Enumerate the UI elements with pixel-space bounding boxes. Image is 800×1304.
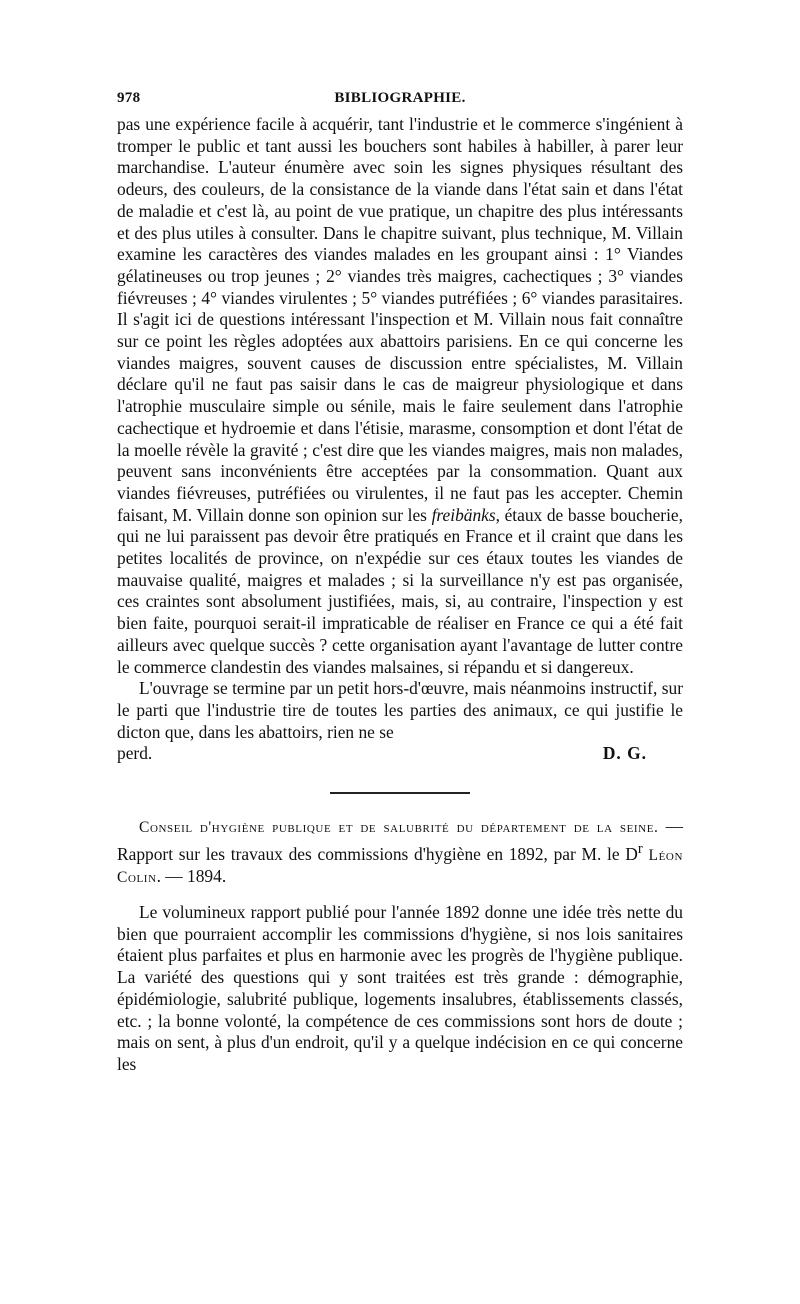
running-head [117, 90, 683, 114]
review-text-part-2: , étaux de basse boucherie, qui ne lui paraissent pas devoir être pratiqués en France et il craint que dans les petites localités de province, on n'expédie sur ces étaux toutes les viandes de mauvaise qualité, maigres et malades ; si la surveillance n'y est pas organisée, ces craintes sont absolument justifiées, mais, si, au contraire, l'inspection y est bien faite, pourquoi serait-il impraticable de réaliser en France ce qui a été fait ailleurs avec quelque succès ? cette organisation ayant l'avantage de lutter contre le commerce clandestin des viandes malsaines, si répandu et si dangereux. [117, 504, 683, 677]
last-word: perd. [117, 743, 153, 764]
entry-heading-author: Léon Colin [117, 846, 684, 887]
entry-heading-text: — Rapport sur les travaux des commissions d'hygiène en 1892, par M. le D [117, 816, 683, 864]
signature: D. G. [602, 743, 647, 764]
book-page [117, 90, 683, 1076]
entry-heading [117, 816, 683, 889]
signoff-line [117, 743, 683, 765]
entry-heading-date: . — 1894. [156, 866, 227, 887]
entry-heading-title: Conseil d'hygiène publique et de salubrité du département de la seine. [139, 819, 659, 837]
italic-term: freibänks [431, 504, 496, 525]
page-number: 978 [117, 90, 141, 106]
running-title: BIBLIOGRAPHIE. [334, 90, 466, 106]
section-divider [330, 792, 470, 794]
review-paragraph-2: L'ouvrage se termine par un petit hors-d'œuvre, mais néanmoins instructif, sur le parti que l'industrie tire de toutes les parties des animaux, ce qui justifie le dicton que, dans les abattoirs, rien ne se [117, 678, 683, 742]
review-paragraph-1 [117, 114, 683, 678]
entry-heading-superscript: r [637, 840, 643, 857]
review-text-part-1: pas une expérience facile à acquérir, tant l'industrie et le commerce s'ingénient à tromper le public et tant aussi les bouchers sont habiles à habiller, à parer leur marchandise. L'auteur énumère avec soin les signes physiques résultant des odeurs, des couleurs, de la consistance de la viande dans l'état sain et dans l'état de maladie et c'est là, au point de vue pratique, un chapitre des plus intéressants et des plus utiles à consulter. Dans le chapitre suivant, plus technique, M. Villain examine les caractères des viandes malades en les groupant ainsi : 1° Viandes gélatineuses ou trop jeunes ; 2° viandes très maigres, cachectiques ; 3° viandes fiévreuses ; 4° viandes virulentes ; 5° viandes putréfiées ; 6° viandes parasitaires. Il s'agit ici de questions intéressant l'inspection et M. Villain nous fait connaître sur ce point les règles adoptées aux abattoirs parisiens. En ce qui concerne les viandes maigres, souvent causes de discussion entre spécialistes, M. Villain déclare qu'il ne faut pas saisir dans le cas de maigreur physiologique et dans l'atrophie musculaire simple ou sénile, mais le faire seulement dans l'atrophie cachectique et hydroemie et dans l'étisie, marasme, consomption et dont l'état de la moelle révèle la gravité ; c'est dire que les viandes maigres, mais non malades, peuvent sans inconvénients être acceptées par la consommation. Quant aux viandes fiévreuses, putréfiées ou virulentes, il ne faut pas les accepter. Chemin faisant, M. Villain donne son opinion sur les [117, 114, 683, 525]
review-continuation [117, 114, 683, 765]
entry-body: Le volumineux rapport publié pour l'année 1892 donne une idée très nette du bien que pourraient accomplir les commissions d'hygiène, si nos lois sanitaires étaient plus parfaites et plus en harmonie avec les progrès de l'hygiène publique. La variété des questions qui y sont traitées est très grande : démographie, épidémiologie, salubrité publique, logements insalubres, établissements classés, etc. ; la bonne volonté, la compétence de ces commissions sont hors de doute ; mais on sent, à plus d'un endroit, qu'il y a quelque indécision en ce qui concerne les [117, 902, 683, 1074]
